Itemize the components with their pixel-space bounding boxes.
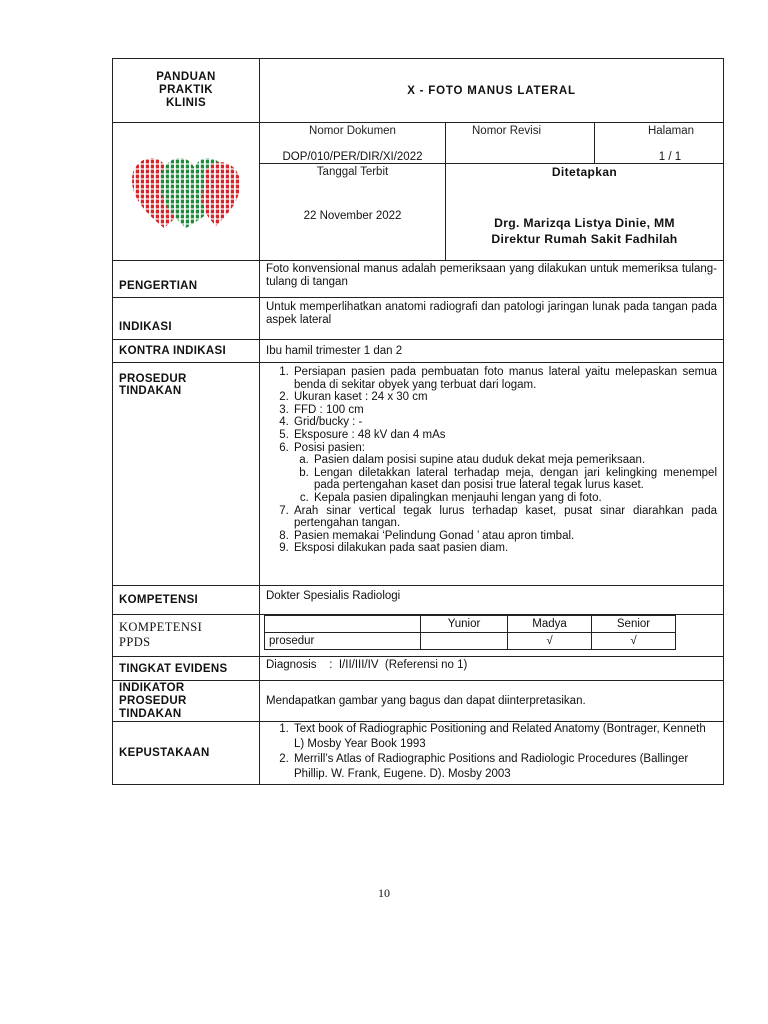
prosedur-step: 2. Ukuran kaset : 24 x 30 cm	[292, 391, 717, 404]
page-number: 10	[378, 886, 390, 900]
kompetensi-ppds-label	[113, 615, 260, 657]
indikasi-label: INDIKASI	[113, 298, 260, 340]
posisi-label: Posisi pasien:	[294, 441, 365, 454]
halaman-cell	[595, 123, 724, 164]
ppds-header-empty	[265, 616, 421, 633]
indikator-prosedur-label	[113, 681, 260, 722]
posisi-sub-item: b. Lengan diletakkan lateral terhadap meja, dengan jari kelingking menempel pada pertengahan kaset dan posisi true lateral tegak lurus kaset.	[312, 467, 717, 492]
ppds-madya-check: √	[508, 633, 592, 650]
prosedur-label-line-1: PROSEDUR	[119, 373, 187, 385]
ppds-senior-check: √	[592, 633, 676, 650]
kontra-indikasi-text: Ibu hamil trimester 1 dan 2	[260, 340, 724, 363]
nomor-dokumen-value: DOP/010/PER/DIR/XI/2022	[282, 151, 423, 163]
ppds-header-senior: Senior	[592, 616, 676, 633]
indikator-label-line-3: TINDAKAN	[119, 707, 182, 720]
ppds-yunior-value	[421, 633, 508, 650]
kompetensi-text: Dokter Spesialis Radiologi	[260, 586, 724, 615]
tingkat-evidens-text: Diagnosis : I/II/III/IV (Referensi no 1)	[260, 657, 724, 681]
panduan-praktik-klinis-label	[113, 59, 260, 123]
clinical-guide-document	[112, 58, 723, 785]
tanggal-terbit-value: 22 November 2022	[303, 210, 402, 222]
heart-right-red-icon	[202, 162, 240, 226]
hospital-logo	[130, 154, 242, 232]
nomor-dokumen-label: Nomor Dokumen	[309, 125, 396, 137]
indikator-label-line-2: PROSEDUR	[119, 694, 187, 707]
kepustakaan-list	[266, 722, 717, 782]
ppds-table	[264, 615, 676, 650]
kepustakaan-cell	[260, 722, 724, 785]
posisi-sub-item: c. Kepala pasien dipalingkan menjauhi lengan yang di foto.	[312, 492, 717, 505]
halaman-label: Halaman	[647, 125, 695, 137]
prosedur-step: 3. FFD : 100 cm	[292, 404, 717, 417]
nomor-dokumen-cell	[260, 123, 446, 164]
document-title: X - FOTO MANUS LATERAL	[260, 59, 724, 123]
prosedur-step: 9. Eksposi dilakukan pada saat pasien diam.	[292, 542, 717, 555]
halaman-value: 1 / 1	[658, 151, 682, 163]
nomor-revisi-cell	[446, 123, 595, 164]
prosedur-step: 8. Pasien memakai ‘Pelindung Gonad ’ atau apron timbal.	[292, 530, 717, 543]
tanggal-terbit-cell	[260, 164, 446, 261]
panduan-line-1: PANDUAN	[156, 71, 216, 83]
ditetapkan-cell	[446, 164, 724, 261]
panduan-line-3: KLINIS	[165, 97, 207, 109]
kepustakaan-ref: 2. Merrill’s Atlas of Radiographic Positions and Radiologic Procedures (Ballinger Phillip. W. Frank, Eugene. D). Mosby 2003	[292, 752, 717, 782]
signer-title: Direktur Rumah Sakit Fadhilah	[491, 232, 678, 246]
kompetensi-label: KOMPETENSI	[113, 586, 260, 615]
signer-name: Drg. Marizqa Listya Dinie, MM	[494, 216, 675, 230]
prosedur-tindakan-label	[113, 363, 260, 586]
ppds-header-madya: Madya	[508, 616, 592, 633]
kontra-indikasi-label: KONTRA INDIKASI	[113, 340, 260, 363]
tingkat-evidens-label: TINGKAT EVIDENS	[113, 657, 260, 681]
pengertian-label: PENGERTIAN	[113, 261, 260, 298]
kepustakaan-label: KEPUSTAKAAN	[113, 722, 260, 785]
indikator-label-line-1: INDIKATOR	[119, 681, 185, 694]
document-table	[112, 58, 724, 785]
logo-cell	[113, 123, 260, 261]
prosedur-step: 1. Persiapan pasien pada pembuatan foto manus lateral yaitu melepaskan semua benda di sekitar obyek yang terbuat dari logam.	[292, 366, 717, 391]
prosedur-step: 7. Arah sinar vertical tegak lurus terhadap kaset, pusat sinar diarahkan pada pertengahan tangan.	[292, 505, 717, 530]
pengertian-text: Foto konvensional manus adalah pemeriksaan yang dilakukan untuk memeriksa tulang-tulang di tangan	[260, 261, 724, 298]
kepustakaan-ref: 1. Text book of Radiographic Positioning and Related Anatomy (Bontrager, Kenneth L) Mosby Year Book 1993	[292, 722, 717, 752]
indikator-text: Mendapatkan gambar yang bagus dan dapat diinterpretasikan.	[260, 681, 724, 722]
posisi-sub-item: a. Pasien dalam posisi supine atau duduk dekat meja pemeriksaan.	[312, 454, 717, 467]
prosedur-label-line-2: TINDAKAN	[119, 385, 182, 397]
ppds-row-label: prosedur	[265, 633, 421, 650]
ppds-label-line-1: KOMPETENSI	[119, 620, 203, 634]
nomor-revisi-label: Nomor Revisi	[472, 125, 542, 137]
prosedur-step-posisi	[292, 442, 717, 505]
ppds-header-yunior: Yunior	[421, 616, 508, 633]
prosedur-step: 5. Eksposure : 48 kV dan 4 mAs	[292, 429, 717, 442]
prosedur-steps-list	[266, 366, 717, 555]
tanggal-terbit-label: Tanggal Terbit	[316, 166, 389, 178]
ppds-table-cell	[260, 615, 724, 657]
prosedur-step: 4. Grid/bucky : -	[292, 416, 717, 429]
indikasi-text: Untuk memperlihatkan anatomi radiografi dan patologi jaringan lunak pada tangan pada aspek lateral	[260, 298, 724, 340]
ditetapkan-label: Ditetapkan	[551, 165, 618, 179]
ppds-label-line-2: PPDS	[119, 635, 151, 649]
prosedur-steps-cell	[260, 363, 724, 586]
posisi-sub-list	[294, 454, 717, 504]
panduan-line-2: PRAKTIK	[159, 84, 213, 96]
